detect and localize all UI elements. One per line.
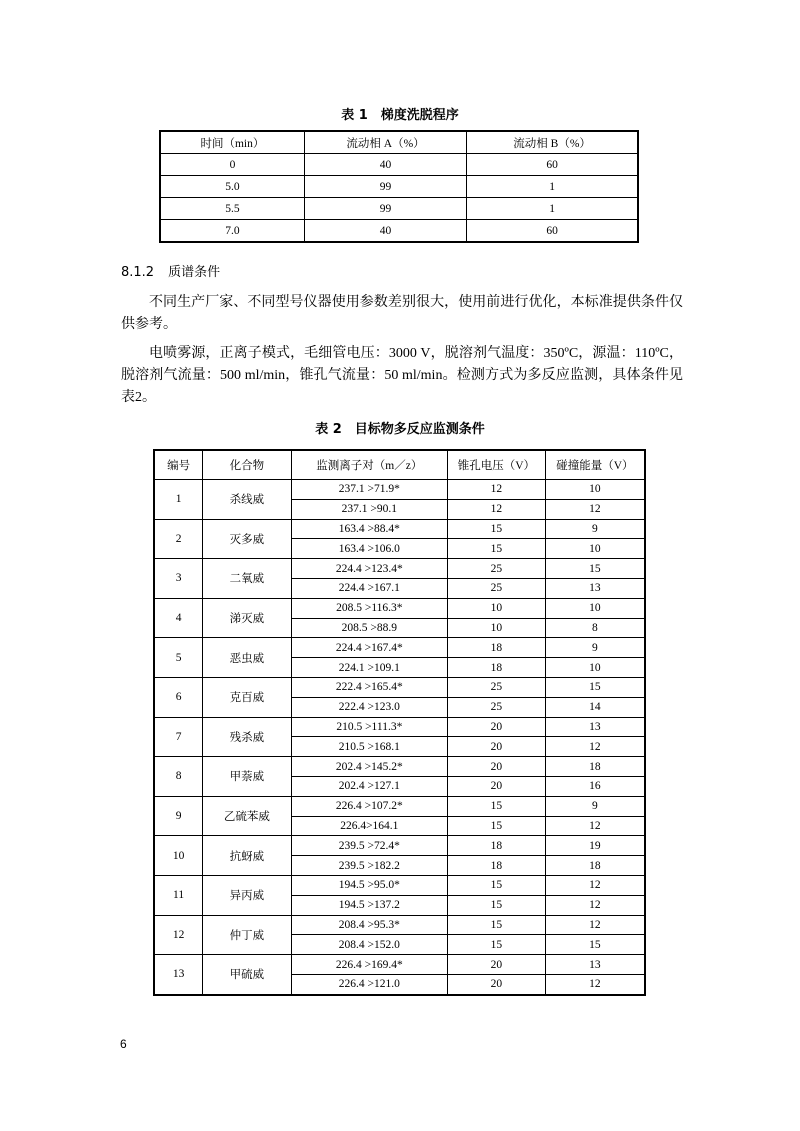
paragraph: 不同生产厂家、不同型号仪器使用参数差别很大，使用前进行优化，本标准提供条件仅供参考。 xyxy=(121,295,683,332)
cone-voltage-cell: 20 xyxy=(448,955,546,975)
table-row xyxy=(154,875,645,895)
compound-name-cell: 异丙威 xyxy=(203,875,291,915)
table-cell: 5.5 xyxy=(160,198,304,220)
table2-caption: 表 2 目标物多反应监测条件 xyxy=(315,422,485,437)
table-cell: 60 xyxy=(467,154,638,176)
collision-energy-cell: 16 xyxy=(545,776,645,796)
section-heading xyxy=(121,261,220,280)
compound-number-cell: 10 xyxy=(154,836,203,876)
ion-pair-cell: 208.4 >95.3* xyxy=(291,915,447,935)
ion-pair-cell: 237.1 >71.9* xyxy=(291,480,447,500)
ion-pair-cell: 222.4 >165.4* xyxy=(291,677,447,697)
ion-pair-cell: 194.5 >95.0* xyxy=(291,875,447,895)
cone-voltage-cell: 15 xyxy=(448,875,546,895)
compound-name-cell: 甲萘威 xyxy=(203,757,291,797)
cone-voltage-cell: 15 xyxy=(448,796,546,816)
table-cell: 99 xyxy=(304,198,466,220)
table1-caption: 表 1 梯度洗脱程序 xyxy=(341,108,459,123)
table-cell: 60 xyxy=(467,220,638,243)
table-row xyxy=(160,154,638,176)
ion-pair-cell: 239.5 >72.4* xyxy=(291,836,447,856)
collision-energy-cell: 8 xyxy=(545,618,645,638)
ion-pair-cell: 222.4 >123.0 xyxy=(291,697,447,717)
cone-voltage-cell: 15 xyxy=(448,539,546,559)
compound-number-cell: 11 xyxy=(154,875,203,915)
cone-voltage-cell: 20 xyxy=(448,717,546,737)
cone-voltage-cell: 12 xyxy=(448,499,546,519)
collision-energy-cell: 15 xyxy=(545,935,645,955)
column-header: 时间（min） xyxy=(160,131,304,154)
table-cell: 1 xyxy=(467,176,638,198)
cone-voltage-cell: 20 xyxy=(448,776,546,796)
table-cell: 5.0 xyxy=(160,176,304,198)
cone-voltage-cell: 25 xyxy=(448,677,546,697)
paragraph: 电喷雾源，正离子模式，毛细管电压：3000 V，脱溶剂气温度：350ºC，源温：110ºC，脱溶剂气流量：500 ml/min，锥孔气流量：50 ml/min。检测方式为多反应监测，具体条件见表2。 xyxy=(121,346,683,405)
table-row xyxy=(160,220,638,243)
cone-voltage-cell: 18 xyxy=(448,638,546,658)
cone-voltage-cell: 25 xyxy=(448,578,546,598)
cone-voltage-cell: 15 xyxy=(448,519,546,539)
table-cell: 1 xyxy=(467,198,638,220)
cone-voltage-cell: 15 xyxy=(448,915,546,935)
compound-number-cell: 2 xyxy=(154,519,203,559)
compound-number-cell: 6 xyxy=(154,677,203,717)
table-row xyxy=(154,598,645,618)
table-cell: 99 xyxy=(304,176,466,198)
table-row xyxy=(160,198,638,220)
compound-number-cell: 3 xyxy=(154,559,203,599)
collision-energy-cell: 9 xyxy=(545,796,645,816)
table-cell: 40 xyxy=(304,154,466,176)
ion-pair-cell: 194.5 >137.2 xyxy=(291,895,447,915)
compound-name-cell: 克百威 xyxy=(203,677,291,717)
collision-energy-cell: 12 xyxy=(545,875,645,895)
cone-voltage-cell: 20 xyxy=(448,757,546,777)
cone-voltage-cell: 18 xyxy=(448,658,546,678)
table-row xyxy=(154,757,645,777)
table-row xyxy=(154,480,645,500)
table-row xyxy=(154,677,645,697)
ion-pair-cell: 163.4 >106.0 xyxy=(291,539,447,559)
ion-pair-cell: 224.4 >167.1 xyxy=(291,578,447,598)
collision-energy-cell: 9 xyxy=(545,638,645,658)
collision-energy-cell: 10 xyxy=(545,658,645,678)
section-title: 质谱条件 xyxy=(168,265,221,280)
table-row xyxy=(154,836,645,856)
ion-pair-cell: 210.5 >168.1 xyxy=(291,737,447,757)
compound-name-cell: 抗蚜威 xyxy=(203,836,291,876)
column-header: 碰撞能量（V） xyxy=(545,450,645,480)
collision-energy-cell: 12 xyxy=(545,499,645,519)
collision-energy-cell: 12 xyxy=(545,737,645,757)
table-row xyxy=(154,519,645,539)
collision-energy-cell: 12 xyxy=(545,915,645,935)
compound-number-cell: 8 xyxy=(154,757,203,797)
collision-energy-cell: 10 xyxy=(545,539,645,559)
collision-energy-cell: 15 xyxy=(545,559,645,579)
column-header: 化合物 xyxy=(203,450,291,480)
cone-voltage-cell: 15 xyxy=(448,935,546,955)
ion-pair-cell: 237.1 >90.1 xyxy=(291,499,447,519)
table-row xyxy=(160,176,638,198)
compound-name-cell: 涕灭威 xyxy=(203,598,291,638)
collision-energy-cell: 12 xyxy=(545,974,645,994)
mrm-conditions-table xyxy=(153,449,646,996)
cone-voltage-cell: 25 xyxy=(448,697,546,717)
compound-name-cell: 仲丁威 xyxy=(203,915,291,955)
ion-pair-cell: 224.4 >123.4* xyxy=(291,559,447,579)
cone-voltage-cell: 15 xyxy=(448,895,546,915)
table-row xyxy=(154,559,645,579)
collision-energy-cell: 10 xyxy=(545,480,645,500)
compound-number-cell: 4 xyxy=(154,598,203,638)
collision-energy-cell: 12 xyxy=(545,816,645,836)
cone-voltage-cell: 18 xyxy=(448,856,546,876)
collision-energy-cell: 12 xyxy=(545,895,645,915)
collision-energy-cell: 19 xyxy=(545,836,645,856)
cone-voltage-cell: 10 xyxy=(448,618,546,638)
section-number: 8.1.2 xyxy=(121,265,155,280)
collision-energy-cell: 13 xyxy=(545,717,645,737)
collision-energy-cell: 15 xyxy=(545,677,645,697)
collision-energy-cell: 18 xyxy=(545,856,645,876)
collision-energy-cell: 10 xyxy=(545,598,645,618)
collision-energy-cell: 9 xyxy=(545,519,645,539)
compound-name-cell: 恶虫威 xyxy=(203,638,291,678)
table-cell: 7.0 xyxy=(160,220,304,243)
compound-name-cell: 二氧威 xyxy=(203,559,291,599)
cone-voltage-cell: 25 xyxy=(448,559,546,579)
table-header-row xyxy=(160,131,638,154)
collision-energy-cell: 14 xyxy=(545,697,645,717)
collision-energy-cell: 13 xyxy=(545,578,645,598)
compound-name-cell: 灭多威 xyxy=(203,519,291,559)
ion-pair-cell: 224.1 >109.1 xyxy=(291,658,447,678)
cone-voltage-cell: 20 xyxy=(448,974,546,994)
table-row xyxy=(154,796,645,816)
ion-pair-cell: 226.4>164.1 xyxy=(291,816,447,836)
table-cell: 40 xyxy=(304,220,466,243)
compound-number-cell: 7 xyxy=(154,717,203,757)
ion-pair-cell: 163.4 >88.4* xyxy=(291,519,447,539)
column-header: 流动相 B（%） xyxy=(467,131,638,154)
table-row xyxy=(154,955,645,975)
compound-number-cell: 9 xyxy=(154,796,203,836)
ion-pair-cell: 208.5 >88.9 xyxy=(291,618,447,638)
page-number: 6 xyxy=(120,1037,127,1051)
column-header: 监测离子对（m／z） xyxy=(291,450,447,480)
ion-pair-cell: 239.5 >182.2 xyxy=(291,856,447,876)
ion-pair-cell: 208.4 >152.0 xyxy=(291,935,447,955)
compound-name-cell: 杀线威 xyxy=(203,480,291,520)
cone-voltage-cell: 15 xyxy=(448,816,546,836)
column-header: 锥孔电压（V） xyxy=(448,450,546,480)
ion-pair-cell: 202.4 >127.1 xyxy=(291,776,447,796)
ion-pair-cell: 226.4 >107.2* xyxy=(291,796,447,816)
ion-pair-cell: 202.4 >145.2* xyxy=(291,757,447,777)
compound-name-cell: 乙硫苯威 xyxy=(203,796,291,836)
compound-name-cell: 甲硫威 xyxy=(203,955,291,995)
compound-number-cell: 13 xyxy=(154,955,203,995)
table-row xyxy=(154,915,645,935)
table-row xyxy=(154,717,645,737)
ion-pair-cell: 208.5 >116.3* xyxy=(291,598,447,618)
cone-voltage-cell: 18 xyxy=(448,836,546,856)
cone-voltage-cell: 10 xyxy=(448,598,546,618)
compound-number-cell: 1 xyxy=(154,480,203,520)
table-header-row xyxy=(154,450,645,480)
ion-pair-cell: 226.4 >121.0 xyxy=(291,974,447,994)
cone-voltage-cell: 12 xyxy=(448,480,546,500)
cone-voltage-cell: 20 xyxy=(448,737,546,757)
collision-energy-cell: 13 xyxy=(545,955,645,975)
column-header: 编号 xyxy=(154,450,203,480)
column-header: 流动相 A（%） xyxy=(304,131,466,154)
ion-pair-cell: 224.4 >167.4* xyxy=(291,638,447,658)
collision-energy-cell: 18 xyxy=(545,757,645,777)
compound-number-cell: 12 xyxy=(154,915,203,955)
compound-name-cell: 残杀威 xyxy=(203,717,291,757)
gradient-elution-table xyxy=(159,130,639,243)
ion-pair-cell: 226.4 >169.4* xyxy=(291,955,447,975)
table-row xyxy=(154,638,645,658)
compound-number-cell: 5 xyxy=(154,638,203,678)
table-cell: 0 xyxy=(160,154,304,176)
ion-pair-cell: 210.5 >111.3* xyxy=(291,717,447,737)
